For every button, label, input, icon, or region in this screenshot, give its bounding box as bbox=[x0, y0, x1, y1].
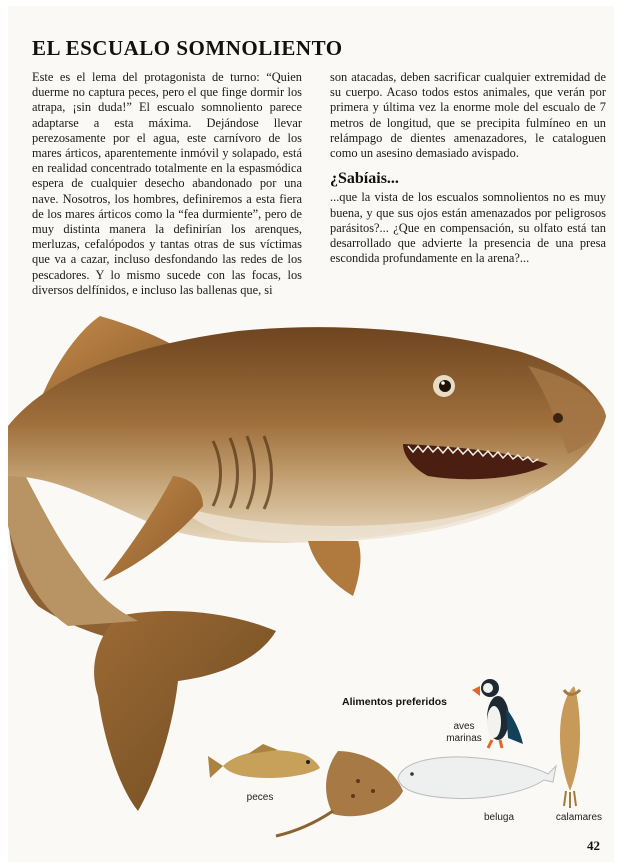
illustration-layer bbox=[8, 6, 614, 862]
squid-illustration bbox=[560, 686, 580, 808]
did-you-know-paragraph: ...que la vista de los escualos somnolientos no es muy buena, y que sus ojos están amenazados por peligrosos parásitos?... ¿Que en compensación, su olfato está tan desarrollado que advierte la presencia de una presa escondida profundamente en la arena?... bbox=[330, 190, 606, 266]
shark-nostril bbox=[553, 413, 563, 423]
fish-caption: peces bbox=[246, 792, 274, 803]
beluga-caption: beluga bbox=[483, 812, 515, 823]
birds-caption: aves marinas bbox=[446, 721, 482, 744]
did-you-know-heading: ¿Sabíais... bbox=[330, 170, 399, 188]
squid-caption: calamares bbox=[555, 812, 603, 823]
page-title: EL ESCUALO SOMNOLIENTO bbox=[32, 36, 343, 60]
pelvic-fin bbox=[308, 541, 360, 596]
beluga-illustration bbox=[398, 757, 556, 799]
favorite-foods-title: Alimentos preferidos bbox=[342, 696, 448, 708]
continued-paragraph: son atacadas, deben sacrificar cualquier extremidad de su cuerpo. Acaso todos estos animales, que verán por primera y última vez la enorme mole del escualo de 7 metros de longitud, que se precipita fulmíneo en un relámpago de dientes amenazadores, le cataloguen como un asesino demasiado avispado. bbox=[330, 70, 606, 161]
page-number: 42 bbox=[587, 838, 600, 853]
caudal-fin bbox=[94, 611, 276, 811]
intro-paragraph: Este es el lema del protagonista de turno: “Quien duerme no captura peces, pero el que finge dormir los atrapa, ¡sin duda!” El escualo somnoliento parece adaptarse a esta máxima. Dejándose llevar perezosamente por el agua, este carnívoro de los mares árticos, aparentemente inmóvil y solapado, está en realidad concentrado totalmente en la espasmódica espera de cualquier desecho abandonado por una nave. Nosotros, los hombres, definiremos a esta fiera de los mares árticos como la “fea durmiente”, pero de muy distinta manera la definirían los arenques, merluzas, cefalópodos y tantas otras de sus víctimas que va a cazar, incluso desfondando las redes de los pescadores. Y lo mismo sucede con las focas, los diversos delfínidos, e incluso las ballenas que, si bbox=[32, 70, 302, 297]
fish-illustration bbox=[208, 744, 320, 778]
book-page bbox=[8, 6, 614, 862]
